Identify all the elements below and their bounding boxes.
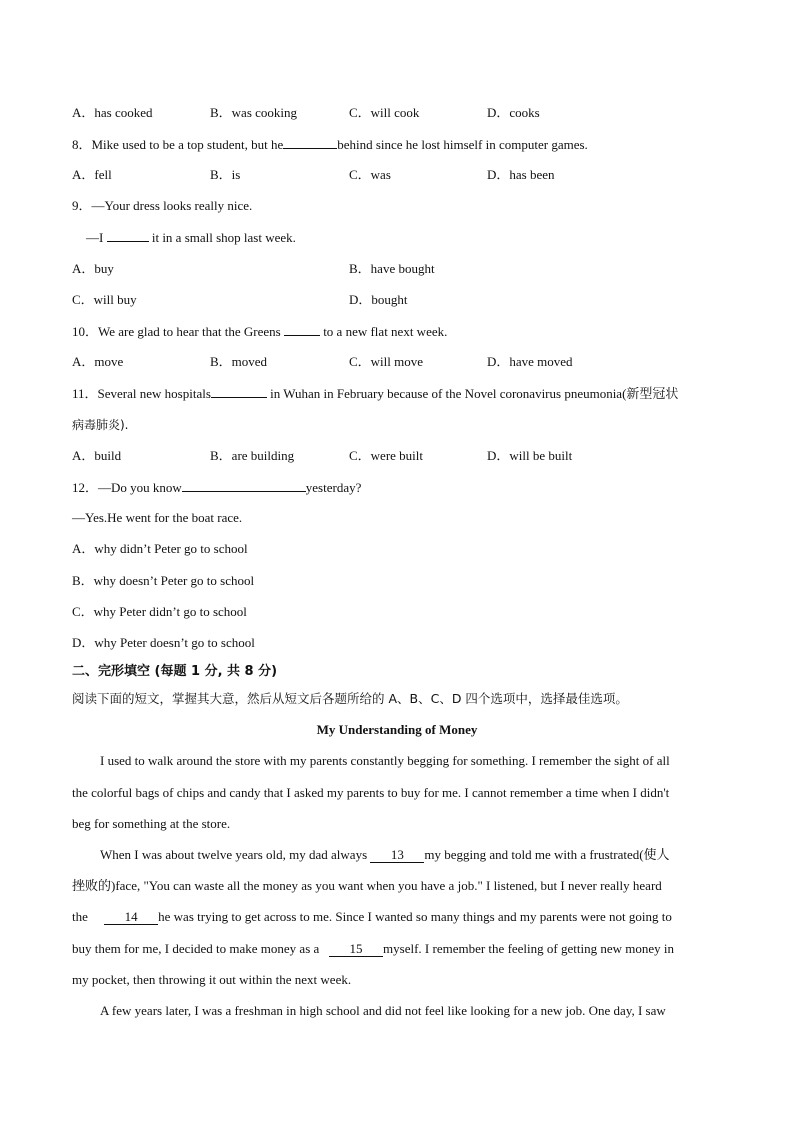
q11-option-c[interactable]: C．were built (349, 448, 424, 463)
q9-option-d[interactable]: D．bought (349, 292, 408, 307)
passage-line: the colorful bags of chips and candy that I asked my parents to buy for me. I cannot remember a time when I didn't (72, 785, 670, 800)
q8-option-a[interactable]: A．fell (72, 167, 112, 182)
passage-line: A few years later, I was a freshman in high school and did not feel like looking for a new job. One day, I saw (100, 1003, 666, 1018)
section-instruction: 阅读下面的短文，掌握其大意，然后从短文后各题所给的 A、B、C、D 四个选项中，选择最佳选项。 (72, 691, 628, 706)
q12-stem: 12．—Do you know yesterday? (72, 480, 362, 495)
cloze-blank-13[interactable]: 13 (370, 848, 424, 863)
q10-option-d[interactable]: D．have moved (487, 354, 573, 369)
passage-line: 挫败的)face, "You can waste all the money as you want when you have a job." I listened, but I never really heard (72, 878, 662, 893)
passage-line: I used to walk around the store with my parents constantly begging for something. I remember the sight of all (100, 753, 670, 768)
q9-option-a[interactable]: A．buy (72, 261, 114, 276)
q11-stem: 11．Several new hospitals in Wuhan in February because of the Novel coronavirus pneumonia(新型冠状 (72, 386, 679, 401)
q9-options-row1 (72, 261, 722, 277)
q11-options (72, 448, 722, 464)
cloze-blank-14[interactable]: 14 (104, 910, 158, 925)
passage-line: When I was about twelve years old, my dad always 13 my begging and told me with a frustrated(使人 (100, 847, 670, 862)
section-heading: 二、完形填空 (每题 1 分, 共 8 分) (72, 664, 278, 679)
q10-option-b[interactable]: B．moved (210, 354, 268, 369)
q12-blank[interactable] (182, 479, 306, 492)
q10-options (72, 354, 722, 370)
q11-stem-cont: 病毒肺炎). (72, 418, 129, 432)
q9-reply: —I it in a small shop last week. (86, 230, 296, 245)
q7-options (72, 105, 722, 121)
q9-blank[interactable] (107, 229, 149, 242)
q8-stem: 8．Mike used to be a top student, but he behind since he lost himself in computer games. (72, 137, 588, 152)
q8-options (72, 167, 722, 183)
q10-blank[interactable] (284, 323, 320, 336)
passage-line: beg for something at the store. (72, 816, 231, 831)
q12-answer: —Yes.He went for the boat race. (72, 510, 243, 525)
q8-blank[interactable] (283, 136, 337, 149)
q12-option-b[interactable]: B．why doesn’t Peter go to school (72, 573, 255, 588)
passage-line: my pocket, then throwing it out within the next week. (72, 972, 352, 987)
q10-stem: 10．We are glad to hear that the Greens to a new flat next week. (72, 324, 448, 339)
q12-option-c[interactable]: C．why Peter didn’t go to school (72, 604, 247, 619)
q11-blank[interactable] (211, 385, 267, 398)
q8-option-d[interactable]: D．has been (487, 167, 555, 182)
q9-option-c[interactable]: C．will buy (72, 292, 137, 307)
q9-stem: 9．—Your dress looks really nice. (72, 198, 253, 213)
q12-option-d[interactable]: D．why Peter doesn’t go to school (72, 635, 255, 650)
q7-option-a[interactable]: A．has cooked (72, 105, 153, 120)
passage-title: My Understanding of Money (316, 722, 478, 737)
q8-option-b[interactable]: B．is (210, 167, 241, 182)
passage-line: the 14 he was trying to get across to me. Since I wanted so many things and my parents were not going to (72, 909, 672, 924)
q7-option-c[interactable]: C．will cook (349, 105, 420, 120)
q7-option-d[interactable]: D．cooks (487, 105, 540, 120)
q11-option-a[interactable]: A．build (72, 448, 122, 463)
passage-line: buy them for me, I decided to make money as a 15 myself. I remember the feeling of getting new money in (72, 941, 674, 956)
q11-option-b[interactable]: B．are building (210, 448, 295, 463)
q8-option-c[interactable]: C．was (349, 167, 391, 182)
q7-option-b[interactable]: B．was cooking (210, 105, 298, 120)
q10-option-c[interactable]: C．will move (349, 354, 424, 369)
q9-option-b[interactable]: B．have bought (349, 261, 435, 276)
cloze-blank-15[interactable]: 15 (329, 942, 383, 957)
q9-options-row2 (72, 292, 722, 308)
q12-option-a[interactable]: A．why didn’t Peter go to school (72, 541, 248, 556)
q10-option-a[interactable]: A．move (72, 354, 124, 369)
q11-option-d[interactable]: D．will be built (487, 448, 573, 463)
